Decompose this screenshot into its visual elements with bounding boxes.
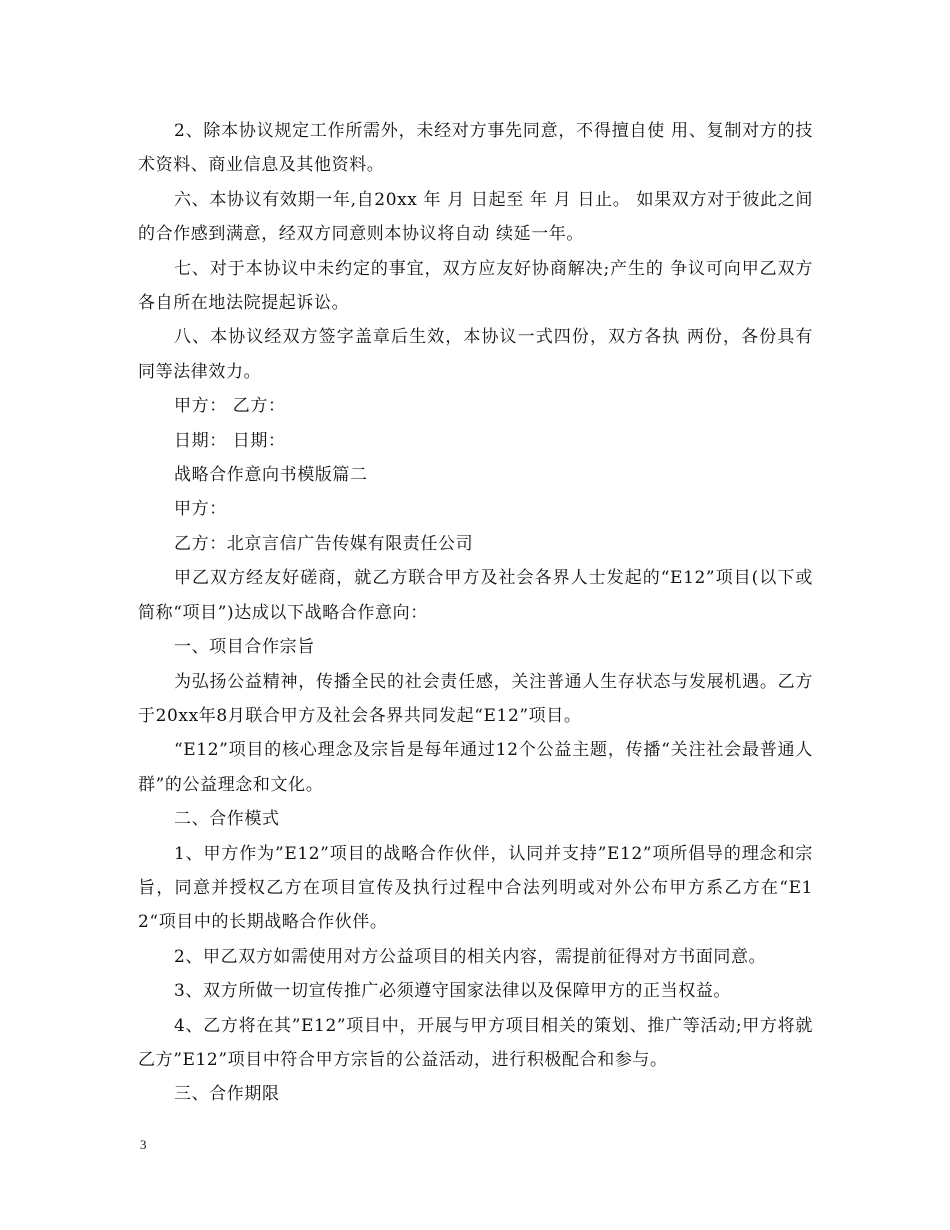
party-a-line: 甲方： — [174, 499, 227, 520]
paragraph-mode-3: 3、双方所做一切宣传推广必须遵守国家法律以及保障甲方的正当权益。 — [174, 981, 732, 1002]
paragraph-purpose-2: “E12”项目的核心理念及宗旨是每年通过12个公益主题，传播“关注社会最普通人群”的公益理念和文化。 — [138, 740, 813, 795]
heading-cooperation-mode: 二、合作模式 — [174, 809, 280, 830]
paragraph-clause-2-confidentiality: 2、除本协议规定工作所需外，未经对方事先同意，不得擅自使 用、复制对方的技术资料、商业信息及其他资料。 — [138, 121, 813, 176]
paragraph-mode-1: 1、甲方作为”E12”项目的战略合作伙伴，认同并支持”E12”项所倡导的理念和宗旨，同意并授权乙方在项目宣传及执行过程中合法列明或对外公布甲方系乙方在“E12“项目中的长期战略合作伙伴。 — [138, 843, 813, 933]
paragraph-clause-7-disputes: 七、对于本协议中未约定的事宜，双方应友好协商解决;产生的 争议可向甲乙双方各自所在地法院提起诉讼。 — [138, 258, 813, 314]
paragraph-clause-6-term: 六、本协议有效期一年,自20xx 年 月 日起至 年 月 日止。 如果双方对于彼此之间的合作感到满意，经双方同意则本协议将自动 续延一年。 — [138, 189, 813, 245]
signature-parties-line: 甲方： 乙方： — [174, 396, 286, 417]
heading-cooperation-period: 三、合作期限 — [174, 1084, 280, 1105]
paragraph-mode-4: 4、乙方将在其”E12”项目中，开展与甲方项目相关的策划、推广等活动;甲方将就乙方”E12”项目中符合甲方宗旨的公益活动，进行积极配合和参与。 — [138, 1015, 813, 1070]
paragraph-preamble: 甲乙双方经友好磋商，就乙方联合甲方及社会各界人士发起的“E12”项目(以下或简称“项目”)达成以下战略合作意向： — [138, 568, 813, 623]
heading-project-purpose: 一、项目合作宗旨 — [174, 637, 315, 658]
document-body — [138, 114, 813, 1112]
signature-dates-line: 日期： 日期： — [174, 430, 286, 451]
paragraph-clause-8-effectiveness: 八、本协议经双方签字盖章后生效，本协议一式四份，双方各执 两份，各份具有同等法律效力。 — [138, 327, 813, 382]
page-number: 3 — [140, 1137, 147, 1152]
paragraph-purpose-1: 为弘扬公益精神，传播全民的社会责任感，关注普通人生存状态与发展机遇。乙方于20xx年8月联合甲方及社会各界共同发起“E12”项目。 — [138, 671, 813, 726]
party-b-line: 乙方：北京言信广告传媒有限责任公司 — [174, 533, 474, 554]
section-title-template-two: 战略合作意向书模版篇二 — [174, 465, 368, 486]
paragraph-mode-2: 2、甲乙双方如需使用对方公益项目的相关内容，需提前征得对方书面同意。 — [174, 946, 767, 967]
